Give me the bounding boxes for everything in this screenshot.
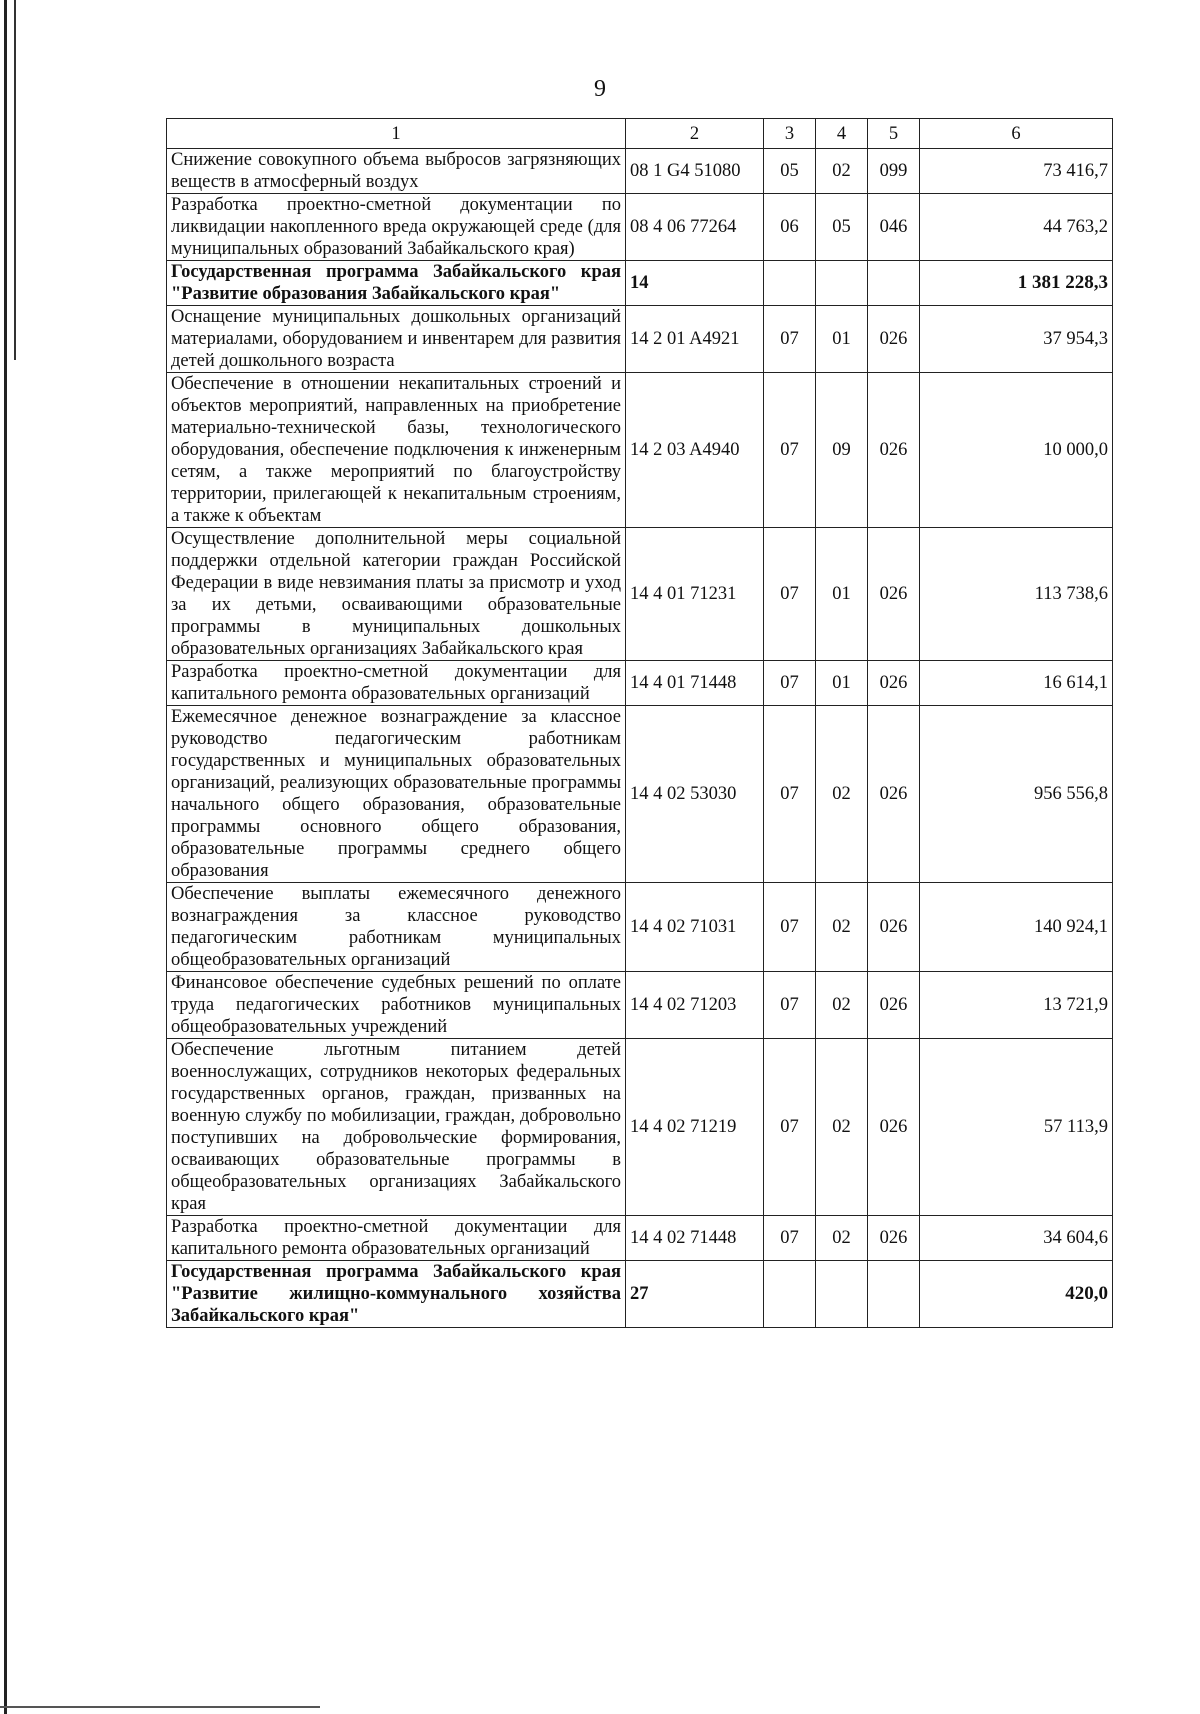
row-group-cell [868,261,920,306]
row-name-cell: Разработка проектно-сметной документации для капитального ремонта образовательных организаций [167,661,626,706]
row-group-cell: 099 [868,149,920,194]
row-amount-cell: 113 738,6 [920,528,1113,661]
column-header-4: 4 [816,119,868,149]
row-name-cell: Обеспечение льготным питанием детей военнослужащих, сотрудников некоторых федеральных государственных органов, граждан, призванных на военную службу по мобилизации, граждан, добровольно поступивших на добровольческие формирования, осваивающих образовательные программы в общеобразовательных организациях Забайкальского края [167,1039,626,1216]
row-code-cell: 14 4 02 71203 [626,972,764,1039]
row-name-cell: Государственная программа Забайкальского края "Развитие жилищно-коммунального хозяйства Забайкальского края" [167,1261,626,1328]
row-section-cell: 05 [764,149,816,194]
row-subsection-cell: 02 [816,706,868,883]
row-name-cell: Ежемесячное денежное вознаграждение за классное руководство педагогическим работникам государственных и муниципальных образовательных организаций, реализующих образовательные программы начального общего образования, образовательные программы основного общего образования, образовательные программы среднего общего образования [167,706,626,883]
row-amount-cell: 37 954,3 [920,306,1113,373]
row-subsection-cell: 01 [816,661,868,706]
row-name-cell: Финансовое обеспечение судебных решений по оплате труда педагогических работников муниципальных общеобразовательных учреждений [167,972,626,1039]
row-section-cell: 07 [764,1216,816,1261]
row-amount-cell: 140 924,1 [920,883,1113,972]
row-amount-cell: 34 604,6 [920,1216,1113,1261]
row-code-cell: 08 1 G4 51080 [626,149,764,194]
row-group-cell: 026 [868,528,920,661]
row-subsection-cell: 01 [816,528,868,661]
row-name-cell: Снижение совокупного объема выбросов загрязняющих веществ в атмосферный воздух [167,149,626,194]
row-amount-cell: 73 416,7 [920,149,1113,194]
row-code-cell: 14 4 01 71448 [626,661,764,706]
column-header-5: 5 [868,119,920,149]
table-header-row [167,119,1113,149]
table-row [167,972,1113,1039]
row-code-cell: 14 2 03 A4940 [626,373,764,528]
row-code-cell: 14 2 01 A4921 [626,306,764,373]
row-name-cell: Осуществление дополнительной меры социальной поддержки отдельной категории граждан Российской Федерации в виде невзимания платы за присмотр и уход за их детьми, осваивающими образовательные программы в муниципальных дошкольных образовательных организациях Забайкальского края [167,528,626,661]
row-name-cell: Обеспечение выплаты ежемесячного денежного вознаграждения за классное руководство педагогическим работникам муниципальных общеобразовательных организаций [167,883,626,972]
row-code-cell: 27 [626,1261,764,1328]
column-header-3: 3 [764,119,816,149]
row-section-cell [764,1261,816,1328]
row-section-cell [764,261,816,306]
scan-edge-left [4,0,7,1714]
table-row [167,528,1113,661]
row-subsection-cell: 05 [816,194,868,261]
row-amount-cell: 956 556,8 [920,706,1113,883]
table-row [167,706,1113,883]
row-name-cell: Обеспечение в отношении некапитальных строений и объектов мероприятий, направленных на приобретение материально-технической базы, технологического оборудования, обеспечение подключения к инженерным сетям, а также мероприятий по благоустройству территории, прилегающей к некапитальным строениям, а также к объектам [167,373,626,528]
row-amount-cell: 44 763,2 [920,194,1113,261]
row-section-cell: 07 [764,306,816,373]
row-code-cell: 14 [626,261,764,306]
table-row [167,306,1113,373]
table-row [167,261,1113,306]
scan-edge-bottom [0,1706,320,1708]
row-section-cell: 07 [764,528,816,661]
row-name-cell: Оснащение муниципальных дошкольных организаций материалами, оборудованием и инвентарем для развития детей дошкольного возраста [167,306,626,373]
row-group-cell: 046 [868,194,920,261]
column-header-2: 2 [626,119,764,149]
row-subsection-cell: 02 [816,149,868,194]
row-group-cell: 026 [868,306,920,373]
table-row [167,661,1113,706]
row-code-cell: 08 4 06 77264 [626,194,764,261]
row-group-cell: 026 [868,661,920,706]
table-row [167,1216,1113,1261]
row-section-cell: 06 [764,194,816,261]
row-name-cell: Разработка проектно-сметной документации для капитального ремонта образовательных организаций [167,1216,626,1261]
column-header-1: 1 [167,119,626,149]
row-section-cell: 07 [764,883,816,972]
row-group-cell: 026 [868,1039,920,1216]
scan-edge-left-inner [14,0,16,360]
row-code-cell: 14 4 02 71448 [626,1216,764,1261]
row-group-cell: 026 [868,972,920,1039]
row-section-cell: 07 [764,972,816,1039]
row-subsection-cell: 01 [816,306,868,373]
row-code-cell: 14 4 02 71031 [626,883,764,972]
table-row [167,883,1113,972]
row-name-cell: Разработка проектно-сметной документации по ликвидации накопленного вреда окружающей среде (для муниципальных образований Забайкальского края) [167,194,626,261]
row-amount-cell: 1 381 228,3 [920,261,1113,306]
column-header-6: 6 [920,119,1113,149]
budget-table [166,118,1113,1328]
row-amount-cell: 16 614,1 [920,661,1113,706]
row-subsection-cell: 09 [816,373,868,528]
table-row [167,373,1113,528]
row-subsection-cell [816,1261,868,1328]
row-code-cell: 14 4 02 71219 [626,1039,764,1216]
table-row [167,149,1113,194]
row-amount-cell: 420,0 [920,1261,1113,1328]
row-group-cell: 026 [868,1216,920,1261]
row-section-cell: 07 [764,706,816,883]
row-subsection-cell: 02 [816,1216,868,1261]
row-group-cell: 026 [868,373,920,528]
row-group-cell [868,1261,920,1328]
row-amount-cell: 13 721,9 [920,972,1113,1039]
row-section-cell: 07 [764,1039,816,1216]
row-subsection-cell: 02 [816,883,868,972]
table-row [167,194,1113,261]
table-row [167,1039,1113,1216]
row-name-cell: Государственная программа Забайкальского края "Развитие образования Забайкальского края" [167,261,626,306]
row-code-cell: 14 4 02 53030 [626,706,764,883]
row-section-cell: 07 [764,661,816,706]
row-code-cell: 14 4 01 71231 [626,528,764,661]
row-group-cell: 026 [868,706,920,883]
row-subsection-cell: 02 [816,972,868,1039]
table-row [167,1261,1113,1328]
row-subsection-cell: 02 [816,1039,868,1216]
row-section-cell: 07 [764,373,816,528]
row-group-cell: 026 [868,883,920,972]
row-subsection-cell [816,261,868,306]
page-number: 9 [594,76,606,102]
row-amount-cell: 57 113,9 [920,1039,1113,1216]
row-amount-cell: 10 000,0 [920,373,1113,528]
